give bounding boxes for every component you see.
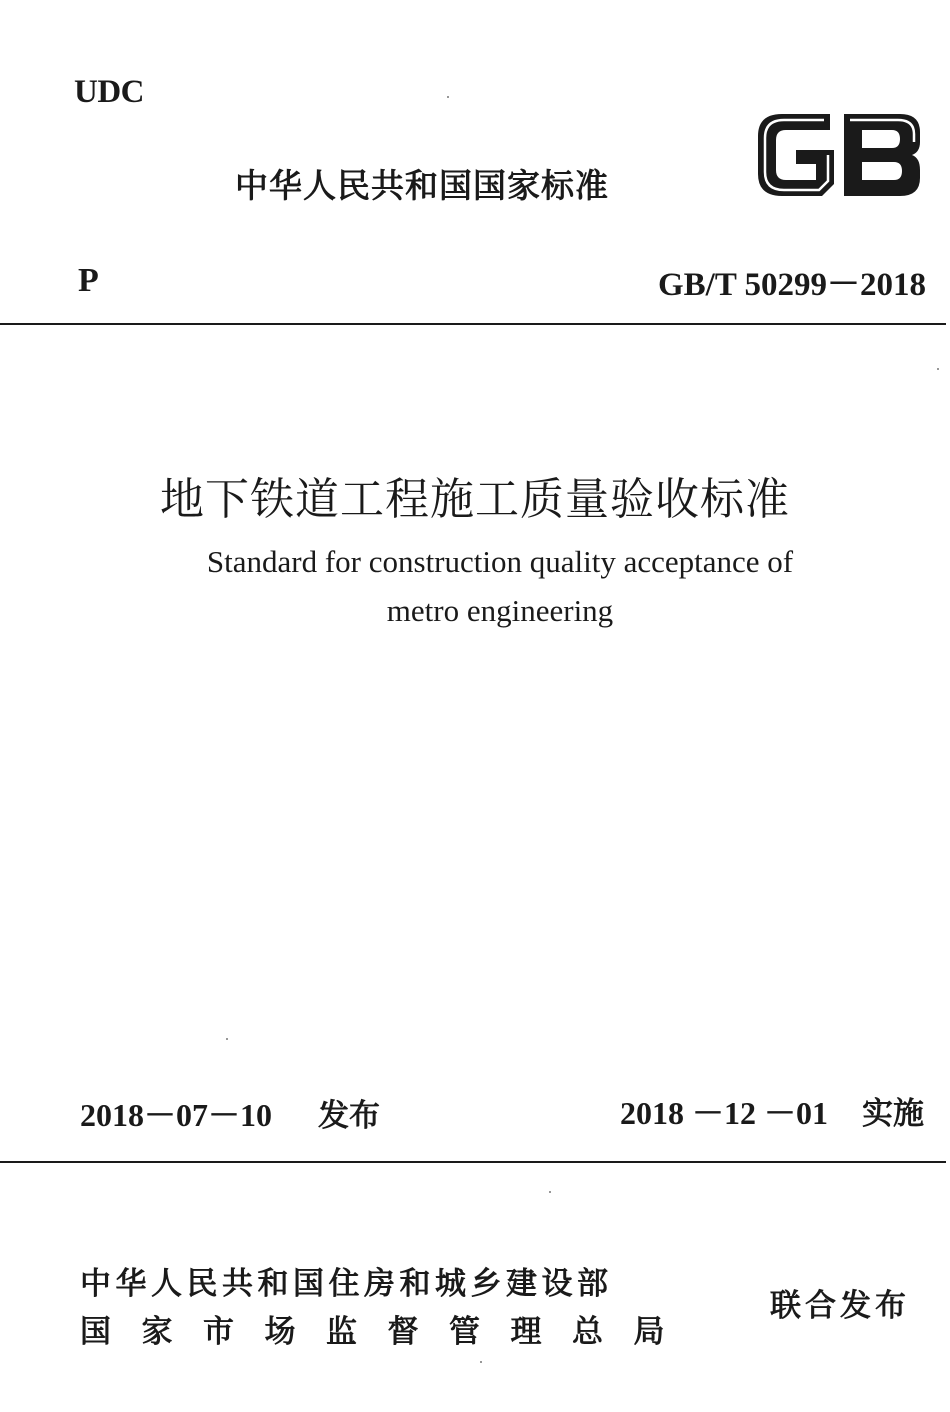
scan-speck bbox=[226, 1038, 228, 1040]
udc-label: UDC bbox=[74, 74, 144, 110]
national-standard-heading: 中华人民共和国国家标准 bbox=[235, 166, 609, 205]
issue-label: 发布 bbox=[318, 1098, 380, 1134]
gb-logo bbox=[752, 108, 926, 202]
issuer-administration: 国家市场监督管理总局 bbox=[80, 1314, 695, 1350]
implementation-date: 2018 －12 －01 bbox=[620, 1095, 829, 1131]
title-chinese: 地下铁道工程施工质量验收标准 bbox=[160, 474, 790, 525]
title-english-line2: metro engineering bbox=[386, 593, 614, 628]
scan-speck bbox=[480, 1361, 482, 1363]
scan-speck bbox=[447, 96, 449, 98]
top-divider bbox=[0, 323, 946, 325]
issuer-ministry: 中华人民共和国住房和城乡建设部 bbox=[80, 1266, 613, 1302]
bottom-divider bbox=[0, 1161, 946, 1163]
title-english-line1: Standard for construction quality acceptance of bbox=[206, 544, 794, 579]
implementation-label: 实施 bbox=[862, 1096, 924, 1132]
scan-speck bbox=[937, 368, 939, 370]
scan-speck bbox=[549, 1191, 551, 1193]
classification-code: P bbox=[78, 262, 99, 299]
joint-release-label: 联合发布 bbox=[770, 1288, 910, 1324]
standard-number: GB/T 50299－2018 bbox=[657, 267, 926, 303]
issue-date: 2018－07－10 bbox=[80, 1097, 273, 1133]
